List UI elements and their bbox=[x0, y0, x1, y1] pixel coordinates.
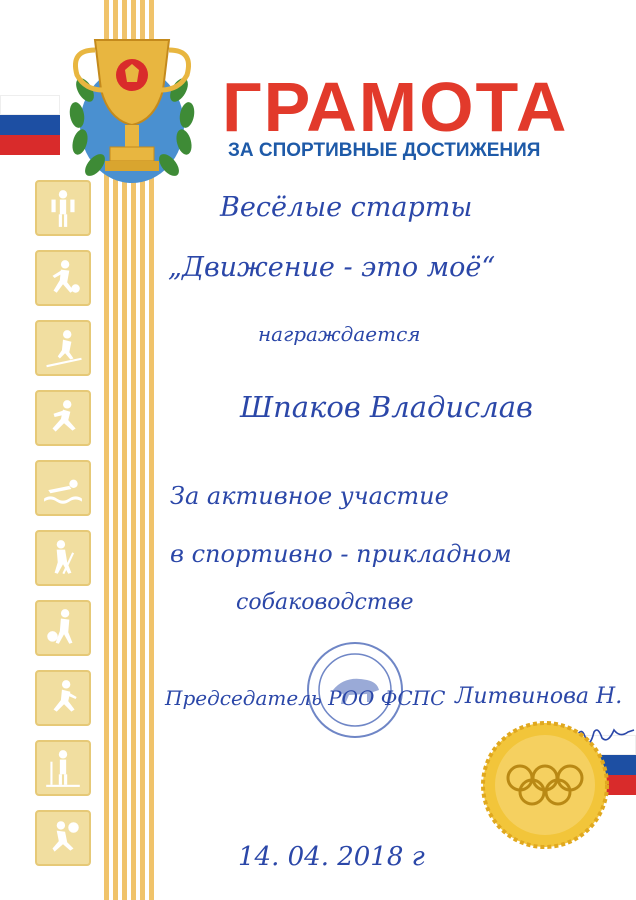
basketball-icon bbox=[35, 600, 91, 656]
chair-name: Литвинова Н. bbox=[455, 684, 623, 709]
awarded-label: награждается bbox=[258, 322, 421, 346]
certificate-subtitle: ЗА СПОРТИВНЫЕ ДОСТИЖЕНИЯ bbox=[228, 140, 541, 161]
volleyball-icon bbox=[35, 810, 91, 866]
olympic-medal-icon bbox=[480, 720, 610, 850]
sprinter-icon bbox=[35, 390, 91, 446]
runner-2-icon bbox=[35, 670, 91, 726]
swimmer-icon bbox=[35, 460, 91, 516]
certificate-title: ГРАМОТА bbox=[222, 68, 569, 146]
event-name-line2: „Движение - это моё“ bbox=[168, 252, 496, 283]
athlete-icon bbox=[35, 180, 91, 236]
chair-title: Председатель РОО ФСПС bbox=[165, 686, 446, 710]
reason-line2: в спортивно - прикладном bbox=[170, 540, 512, 568]
reason-line1: За активное участие bbox=[170, 482, 449, 510]
hockey-icon bbox=[35, 530, 91, 586]
award-date: 14. 04. 2018 г bbox=[238, 842, 425, 872]
russian-flag-icon bbox=[0, 95, 60, 155]
biathlon-icon bbox=[35, 740, 91, 796]
reason-line3: собаководстве bbox=[236, 590, 414, 615]
runner-icon bbox=[35, 250, 91, 306]
skier-icon bbox=[35, 320, 91, 376]
trophy-icon bbox=[55, 30, 210, 190]
recipient-name: Шпаков Владислав bbox=[240, 390, 533, 424]
sport-icons-column bbox=[35, 180, 93, 880]
event-name-line1: Весёлые старты bbox=[220, 192, 473, 223]
